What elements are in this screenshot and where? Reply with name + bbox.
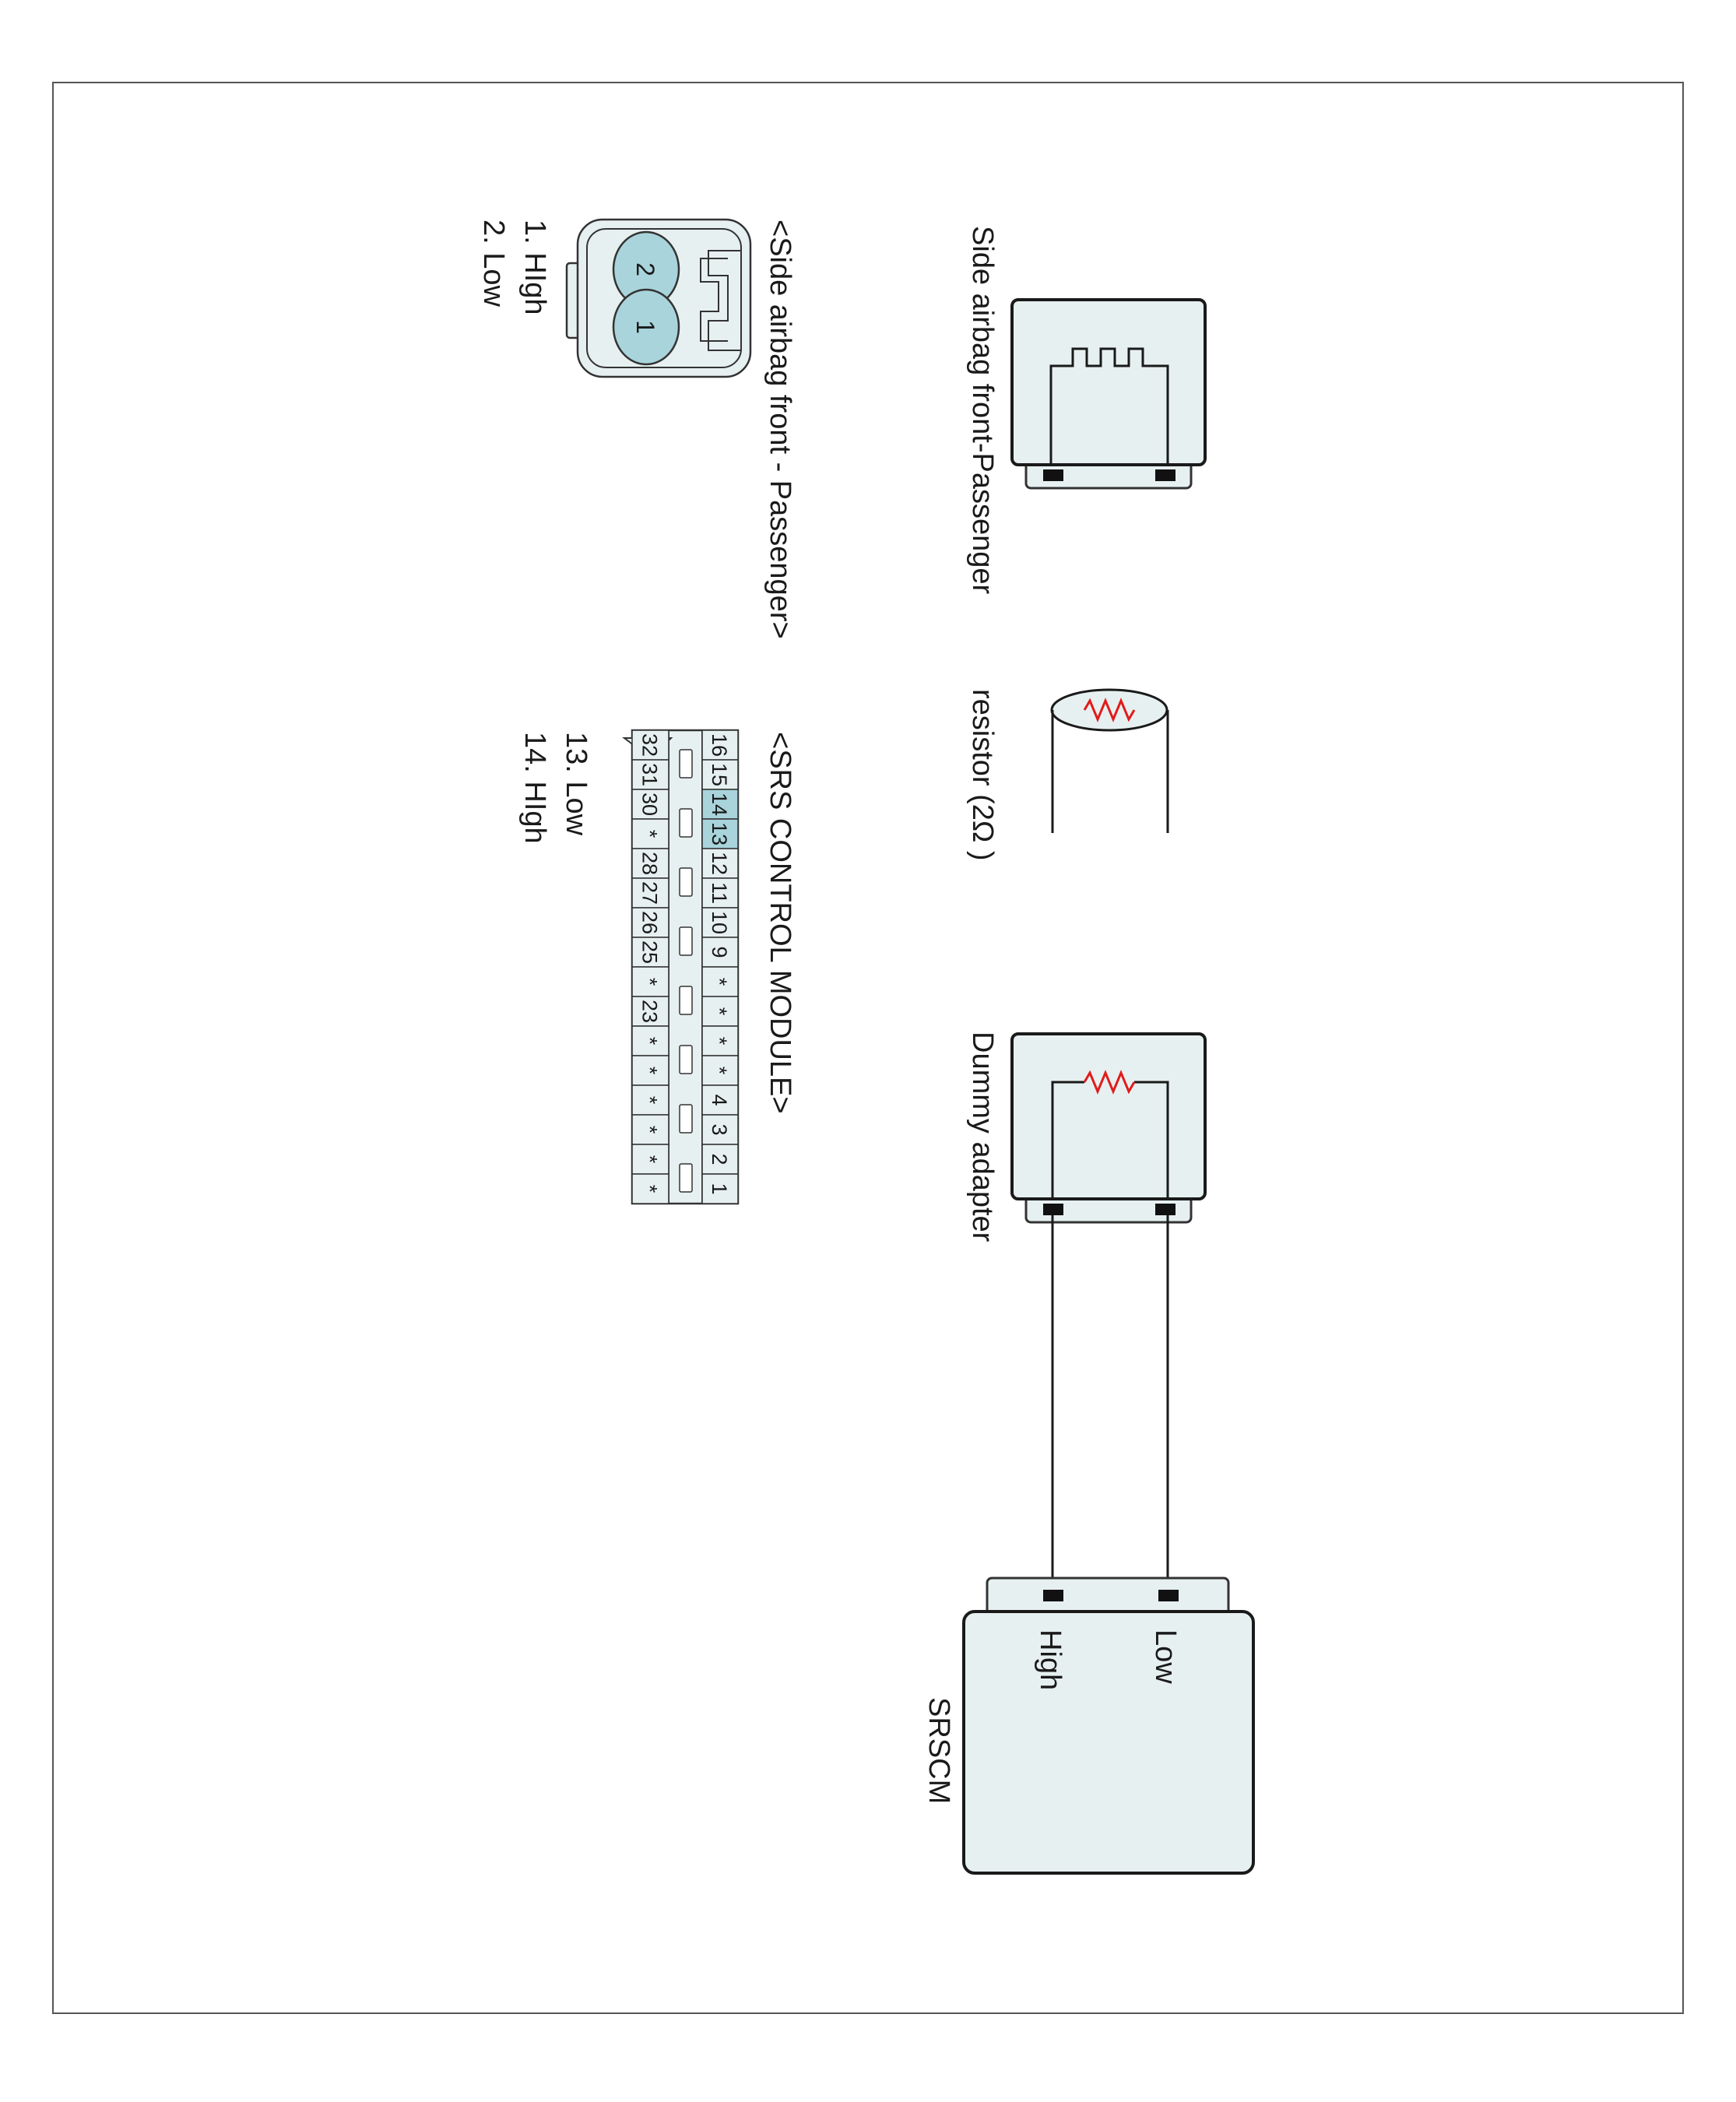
srs-upper-pin-number: 2 <box>708 1153 731 1165</box>
dummy-adapter-terminal-low <box>1155 1204 1175 1215</box>
srs-upper-pin-number: * <box>708 1007 731 1016</box>
srs-upper-pin-number: 1 <box>708 1183 731 1195</box>
side-airbag-terminal-high <box>1043 469 1063 481</box>
srs-lower-pin-number: 30 <box>638 792 662 817</box>
srscm-pin-high-label: High <box>1034 1629 1067 1691</box>
srs-key-slot <box>680 750 692 778</box>
srs-connector-view <box>624 730 738 1204</box>
srs-upper-pin-number: 15 <box>708 762 731 787</box>
srs-lower-pin-number: * <box>638 1066 662 1075</box>
srs-key-slot <box>680 986 692 1014</box>
srscm-pin-low-label: Low <box>1149 1629 1182 1684</box>
srs-pin-13: 13. Low <box>560 732 592 836</box>
srs-lower-pin-number: * <box>638 1184 662 1193</box>
srs-upper-pin-row <box>702 730 738 1204</box>
srs-key-slot <box>680 868 692 896</box>
srs-key-slot <box>680 927 692 955</box>
srs-lower-pin-number: 26 <box>638 910 662 935</box>
side-airbag-pin-1: 1. HIgh <box>518 220 551 315</box>
srs-upper-pin-number: 16 <box>708 733 731 757</box>
srs-upper-pin-number: * <box>708 1036 731 1046</box>
cavity-2-number: 2 <box>631 262 659 276</box>
side-airbag-pin-2: 2. Low <box>477 220 510 307</box>
srs-lower-pin-number: 32 <box>638 733 662 757</box>
srs-lower-pin-number: 25 <box>638 940 662 965</box>
srs-key-slot <box>680 1164 692 1192</box>
srs-upper-pin-number: 10 <box>708 910 731 935</box>
srs-lower-pin-number: 28 <box>638 851 662 876</box>
srs-lower-pin-number: * <box>638 1125 662 1134</box>
srs-upper-pin-number: 12 <box>708 851 731 876</box>
srs-upper-pin-number: 14 <box>708 792 731 817</box>
srs-lower-pin-number: * <box>638 1036 662 1046</box>
srs-lower-pin-number: 31 <box>638 762 662 787</box>
dummy-adapter-component <box>1012 1034 1205 1222</box>
srscm-label: SRSCM <box>922 1697 955 1805</box>
side-airbag-connector-view <box>567 220 750 377</box>
srs-lower-pin-number: 27 <box>638 881 662 905</box>
srs-upper-pin-number: * <box>708 977 731 986</box>
srs-key-slot <box>680 809 692 837</box>
diagram-frame <box>53 83 1683 2013</box>
srs-key-slot <box>680 1046 692 1074</box>
srs-upper-pin-number: 9 <box>708 946 731 958</box>
srscm-terminal-high <box>1043 1590 1063 1601</box>
srs-lower-pin-row <box>632 730 669 1204</box>
srs-lower-pin-number: * <box>638 977 662 986</box>
dummy-adapter-terminal-high <box>1043 1204 1063 1215</box>
srs-lower-pin-number: * <box>638 1095 662 1105</box>
srscm-component <box>964 1578 1253 1873</box>
side-airbag-label: Side airbag front-Passenger <box>966 226 999 595</box>
srs-key-slot <box>680 1105 692 1133</box>
srscm-terminal-low <box>1158 1590 1179 1601</box>
srs-upper-pin-number: 11 <box>708 881 731 905</box>
side-airbag-terminal-low <box>1155 469 1175 481</box>
srs-connector-title: <SRS CONTROL MODULE> <box>764 732 796 1114</box>
srs-pin-14: 14. HIgh <box>518 732 551 844</box>
dummy-adapter-label: Dummy adapter <box>966 1032 999 1243</box>
side-airbag-component <box>1012 300 1205 488</box>
srs-lower-pin-number: * <box>638 829 662 838</box>
srs-lower-pin-number: 23 <box>638 999 662 1024</box>
side-airbag-connector-title: <Side airbag front - Passenger> <box>764 220 796 639</box>
srs-lower-pin-number: * <box>638 1155 662 1164</box>
srs-upper-pin-number: 13 <box>708 821 731 846</box>
srs-upper-pin-number: 4 <box>708 1094 731 1106</box>
srs-upper-pin-number: 3 <box>708 1123 731 1136</box>
srs-upper-pin-number: * <box>708 1066 731 1075</box>
cavity-1-number: 1 <box>631 320 659 334</box>
resistor-label: resistor (2Ω ) <box>966 689 999 861</box>
